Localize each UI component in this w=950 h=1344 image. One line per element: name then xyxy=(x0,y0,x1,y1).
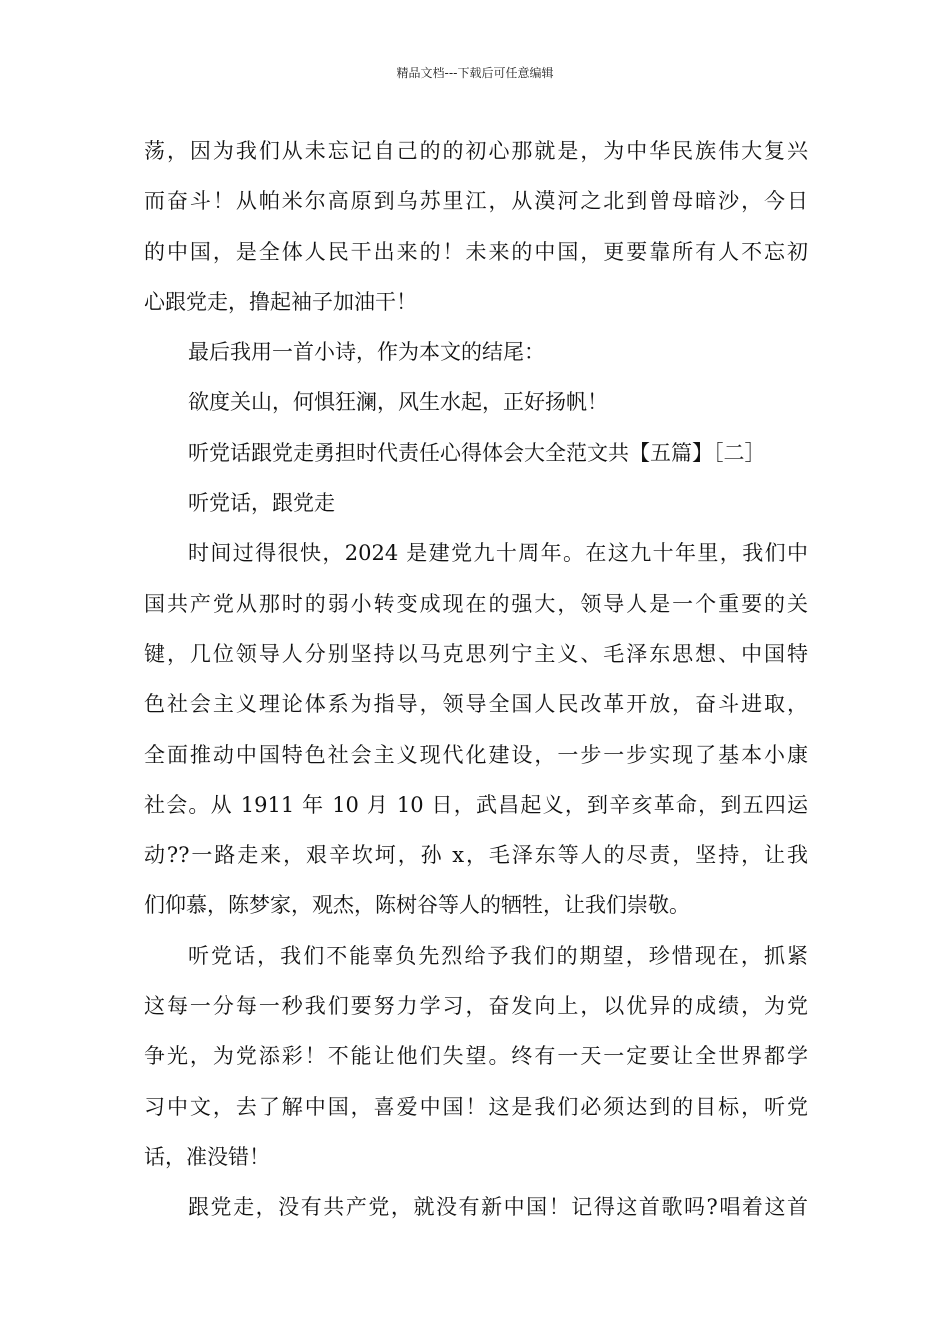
text-line: 这每一分每一秒我们要努力学习，奋发向上，以优异的成绩，为党 xyxy=(144,994,808,1019)
text-line: 全面推动中国特色社会主义现代化建设，一步一步实现了基本小康 xyxy=(144,742,808,767)
text-line: 习中文，去了解中国，喜爱中国！这是我们必须达到的目标，听党 xyxy=(144,1094,808,1119)
text-line: 键，几位领导人分别坚持以马克思列宁主义、毛泽东思想、中国特 xyxy=(144,641,808,666)
text-line: 最后我用一首小诗，作为本文的结尾： xyxy=(188,340,545,365)
text-line: 争光，为党添彩！不能让他们失望。终有一天一定要让全世界都学 xyxy=(144,1044,808,1069)
text-line: 而奋斗！从帕米尔高原到乌苏里江，从漠河之北到曾母暗沙，今日 xyxy=(144,189,808,214)
document-body xyxy=(144,126,808,1233)
text-line: 时间过得很快，2024 是建党九十周年。在这九十年里，我们中 xyxy=(188,541,808,566)
article-title: 听党话，跟党走 xyxy=(188,491,335,516)
text-line: 色社会主义理论体系为指导，领导全国人民改革开放，奋斗进取， xyxy=(144,692,808,717)
text-line: 社会。从 1911 年 10 月 10 日，武昌起义，到辛亥革命，到五四运 xyxy=(144,792,808,817)
text-line: 动??一路走来，艰辛坎坷，孙 x，毛泽东等人的尽责，坚持，让我 xyxy=(144,843,808,868)
text-line: 心跟党走，撸起袖子加油干！ xyxy=(144,289,417,314)
text-line: 们仰慕，陈梦家，观杰，陈树谷等人的牺牲，让我们崇敬。 xyxy=(144,893,690,918)
text-line: 国共产党从那时的弱小转变成现在的强大，领导人是一个重要的关 xyxy=(144,591,808,616)
text-line: 听党话，我们不能辜负先烈给予我们的期望，珍惜现在，抓紧 xyxy=(188,943,808,968)
text-line: 的中国，是全体人民干出来的！未来的中国，更要靠所有人不忘初 xyxy=(144,239,808,264)
text-line: 荡，因为我们从未忘记自己的的初心那就是，为中华民族伟大复兴 xyxy=(144,139,808,163)
page-header: 精品文档---下载后可任意编辑 xyxy=(396,66,554,80)
text-line: 欲度关山，何惧狂澜，风生水起，正好扬帆！ xyxy=(188,390,608,415)
text-line: 话，准没错！ xyxy=(144,1144,270,1169)
text-line: 跟党走，没有共产党，就没有新中国！记得这首歌吗?唱着这首 xyxy=(188,1195,808,1220)
section-title: 听党话跟党走勇担时代责任心得体会大全范文共【五篇】［二］ xyxy=(188,440,766,465)
